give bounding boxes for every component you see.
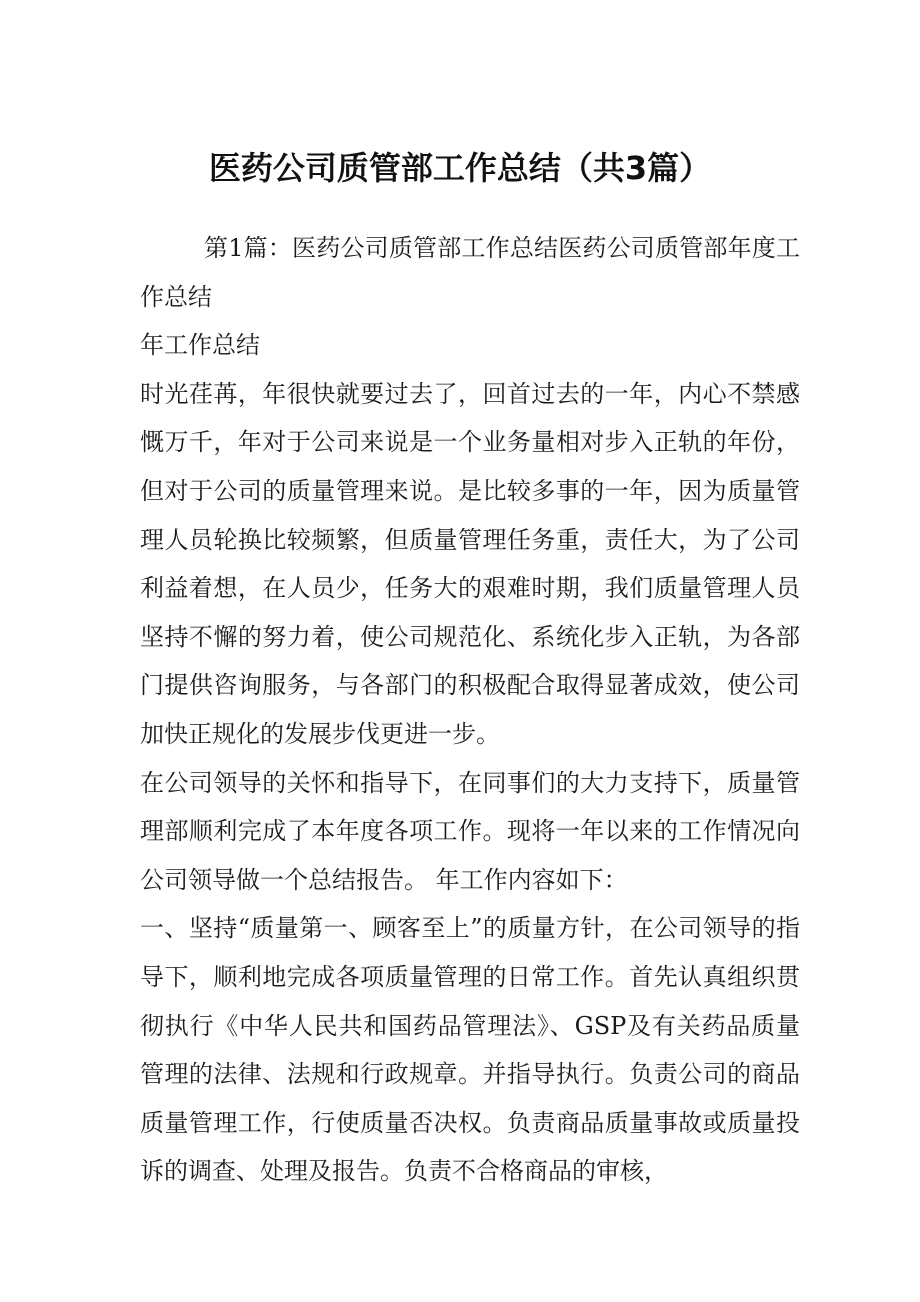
- paragraph-chapter-heading: 第1篇：医药公司质管部工作总结医药公司质管部年度工作总结: [140, 234, 800, 311]
- paragraph-subtitle: 年工作总结: [140, 331, 260, 360]
- document-title: 医药公司质管部工作总结（共3篇）: [208, 149, 712, 187]
- paragraph-section-one: 一、坚持“质量第一、顾客至上”的质量方针，在公司领导的指导下，顺利地完成各项质量管理的日常工作。首先认真组织贯彻执行《中华人民共和国药品管理法》、GSP及有关药品质量管理的法律、法规和行政规章。并指导执行。负责公司的商品质量管理工作，行使质量否决权。负责商品质量事故或质量投诉的调查、处理及报告。负责不合格商品的审核，: [140, 914, 800, 1186]
- paragraph-intro: 时光荏苒，年很快就要过去了，回首过去的一年，内心不禁感慨万千，年对于公司来说是一个业务量相对步入正轨的年份，但对于公司的质量管理来说。是比较多事的一年，因为质量管理人员轮换比较频繁，但质量管理任务重，责任大，为了公司利益着想，在人员少，任务大的艰难时期，我们质量管理人员坚持不懈的努力着，使公司规范化、系统化步入正轨，为各部门提供咨询服务，与各部门的积极配合取得显著成效，使公司加快正规化的发展步伐更进一步。: [140, 379, 800, 748]
- document-body: [140, 224, 800, 1196]
- paragraph-summary: 在公司领导的关怀和指导下，在同事们的大力支持下，质量管理部顺利完成了本年度各项工作。现将一年以来的工作情况向公司领导做一个总结报告。 年工作内容如下：: [140, 768, 800, 894]
